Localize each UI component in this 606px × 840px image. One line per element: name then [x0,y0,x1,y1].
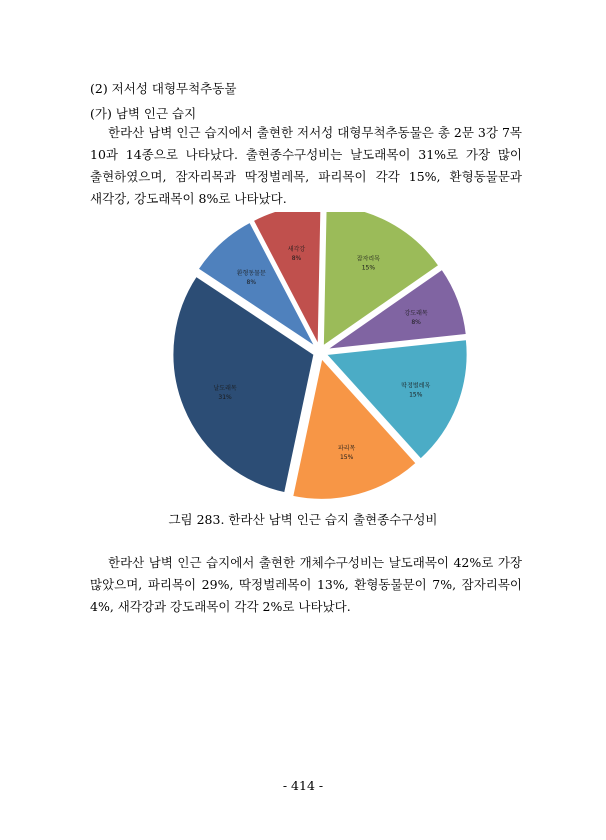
page-number: - 414 - [282,778,324,793]
slice-value-label: 15% [361,264,376,272]
slice-category-label: 딱정벌레목 [401,382,431,390]
paragraph-species-composition [90,122,522,210]
paragraph-line: 한라산 남벽 인근 습지에서 출현한 개체수구성비는 날도래목이 42%로 가장 [108,555,522,570]
slice-category-label: 파리목 [337,445,356,453]
slice-value-label: 15% [409,391,423,399]
paragraph-individual-composition [90,552,522,618]
slice-value-label: 31% [218,393,232,401]
slice-value-label: 15% [339,454,354,462]
paragraph-line: 4%, 새각강과 강도래목이 각각 2%로 나타났다. [90,599,351,614]
figure-caption: 그림 283. 한라산 남벽 인근 습지 출현종수구성비 [168,512,438,527]
paragraph-line: 10과 14종으로 나타났다. 출현종수구성비는 날도래목이 31%로 가장 많이 [90,147,522,162]
slice-category-label: 강도래목 [404,310,428,318]
section-heading: (2) 저서성 대형무척추동물 [90,81,237,96]
paragraph-line: 많았으며, 파리목이 29%, 딱정벌레목이 13%, 환형동물문이 7%, 잠자리목이 [90,577,522,592]
slice-value-label: 8% [291,255,302,263]
slice-category-label: 잠자리목 [356,255,380,263]
slice-category-label: 환형동물문 [236,269,266,277]
paragraph-line: 출현하였으며, 잠자리목과 딱정벌레목, 파리목이 각각 15%, 환형동물문과 [90,169,522,184]
slice-category-label: 날도래목 [213,384,237,392]
subsection-heading: (가) 남벽 인근 습지 [90,106,197,121]
paragraph-line: 한라산 남벽 인근 습지에서 출현한 저서성 대형무척추동물은 총 2문 3강 7목 [108,125,522,140]
slice-category-label: 새각강 [287,246,306,254]
slice-value-label: 8% [411,319,421,327]
pie-chart [165,212,475,502]
slice-value-label: 8% [246,278,257,286]
paragraph-line: 새각강, 강도래목이 8%로 나타났다. [90,191,287,206]
